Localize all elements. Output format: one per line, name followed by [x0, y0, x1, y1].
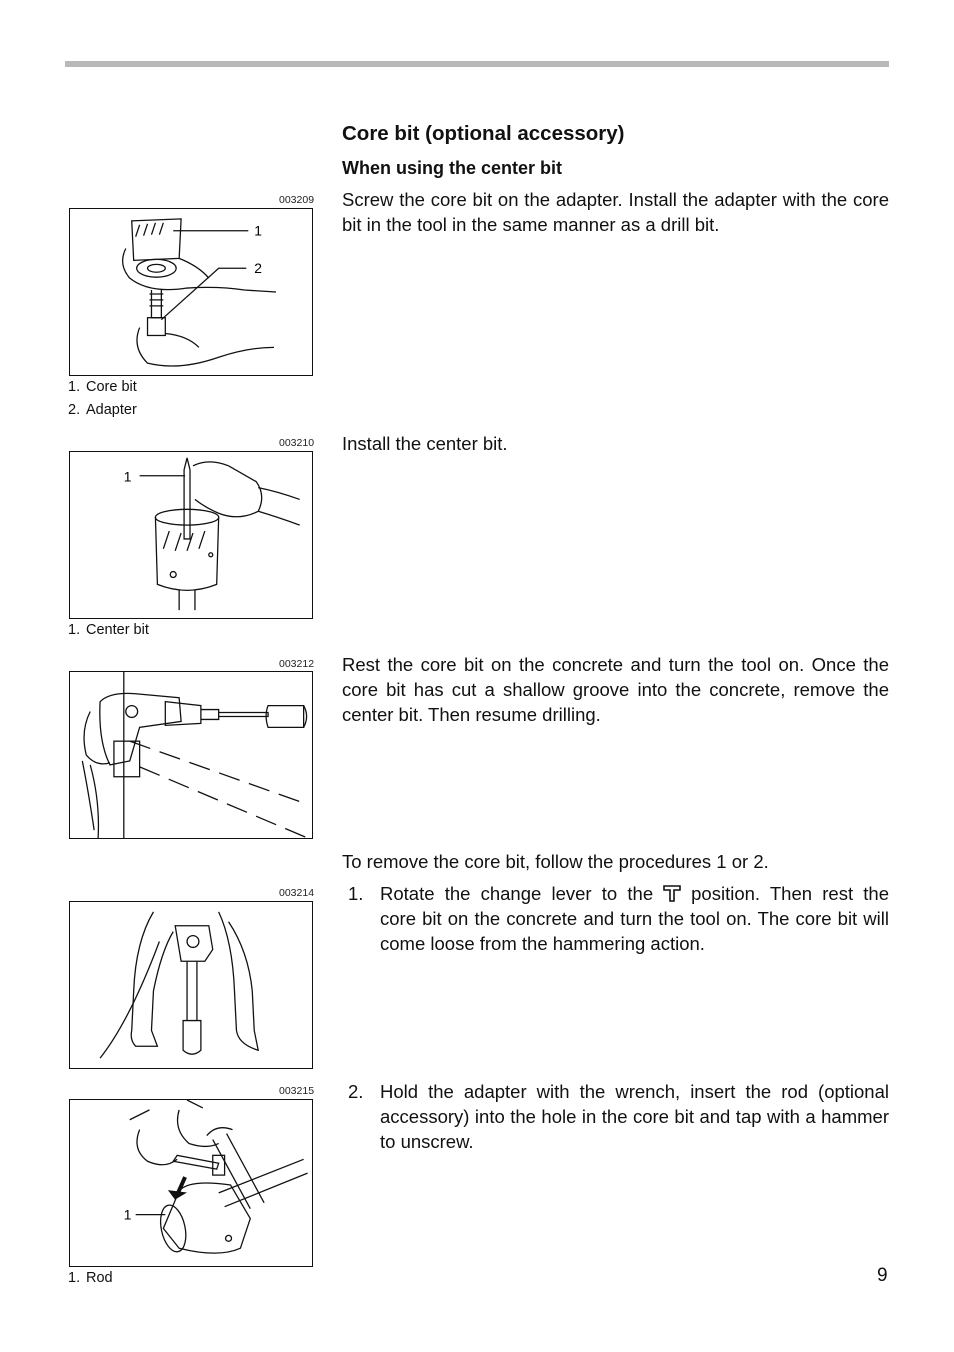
- callout-1: 1: [123, 468, 132, 485]
- drilling-concrete-illustration: [70, 672, 312, 838]
- hammer-mode-icon: [661, 883, 683, 903]
- figure-caption: 2. Adapter: [68, 402, 137, 418]
- header-rule: [65, 61, 889, 67]
- core-bit-adapter-illustration: [70, 209, 312, 375]
- figure-drilling-concrete: [69, 671, 313, 839]
- center-bit-illustration: [70, 452, 312, 618]
- figure-caption: 1. Rod: [68, 1270, 113, 1286]
- figure-code-1: 003209: [279, 194, 315, 206]
- hammering-release-illustration: [70, 902, 312, 1068]
- figure-code-4: 003214: [279, 887, 315, 899]
- paragraph-remove-core-bit: To remove the core bit, follow the procedures 1 or 2.: [342, 851, 769, 872]
- paragraph-install-center-bit: Install the center bit.: [342, 433, 508, 454]
- figure-caption: 1. Core bit: [68, 379, 137, 395]
- callout-1: 1: [254, 222, 262, 239]
- figure-hammering-release: [69, 901, 313, 1069]
- figure-code-5: 003215: [279, 1085, 315, 1097]
- page-number: 9: [877, 1265, 888, 1286]
- callout-1: 1: [123, 1206, 132, 1223]
- paragraph-install-adapter: Screw the core bit on the adapter. Install the adapter with the core bit in the tool in the same manner as a drill bit.: [342, 189, 889, 235]
- callout-2: 2: [254, 260, 262, 277]
- figure-code-3: 003212: [279, 658, 315, 670]
- paragraph-rest-core-bit: Rest the core bit on the concrete and turn the tool on. Once the core bit has cut a shallow groove into the concrete, remove the center bit. Then resume drilling.: [342, 654, 889, 725]
- subsection-heading: When using the center bit: [342, 158, 563, 178]
- figure-rod-hammer: [69, 1099, 313, 1267]
- figure-core-bit-adapter: [69, 208, 313, 376]
- figure-center-bit: [69, 451, 313, 619]
- section-heading: Core bit (optional accessory): [342, 122, 625, 145]
- rod-hammer-illustration: [70, 1100, 312, 1266]
- figure-code-2: 003210: [279, 437, 315, 449]
- figure-caption: 1. Center bit: [68, 622, 149, 638]
